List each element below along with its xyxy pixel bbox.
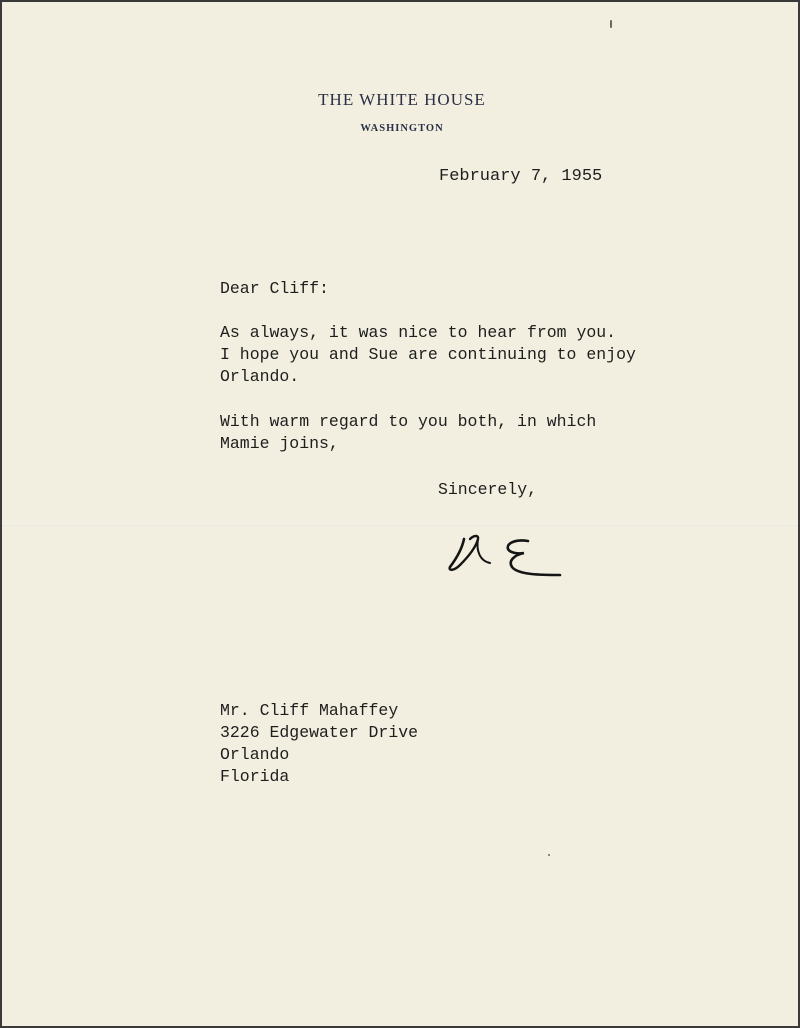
signature xyxy=(442,527,567,587)
recipient-state: Florida xyxy=(220,767,290,786)
body-line: Orlando. xyxy=(220,367,300,386)
recipient-street: 3226 Edgewater Drive xyxy=(220,723,419,742)
paper-fold-line xyxy=(2,524,798,526)
letter-date: February 7, 1955 xyxy=(439,167,603,186)
recipient-city: Orlando xyxy=(220,745,290,764)
paper-speck xyxy=(610,20,612,28)
paper-speck xyxy=(548,854,550,856)
body-line: With warm regard to you both, in which xyxy=(220,412,597,431)
recipient-name: Mr. Cliff Mahaffey xyxy=(220,701,399,720)
body-line: I hope you and Sue are continuing to enjoy xyxy=(220,345,636,364)
body-line: As always, it was nice to hear from you. xyxy=(220,323,617,342)
salutation: Dear Cliff: xyxy=(220,279,329,298)
closing: Sincerely, xyxy=(438,480,538,499)
recipient-address xyxy=(220,700,418,788)
letterhead-subtitle: WASHINGTON xyxy=(360,123,444,134)
letterhead-title: THE WHITE HOUSE xyxy=(318,90,486,109)
body-paragraph-1 xyxy=(220,322,636,388)
body-paragraph-2 xyxy=(220,411,596,455)
body-line: Mamie joins, xyxy=(220,434,339,453)
